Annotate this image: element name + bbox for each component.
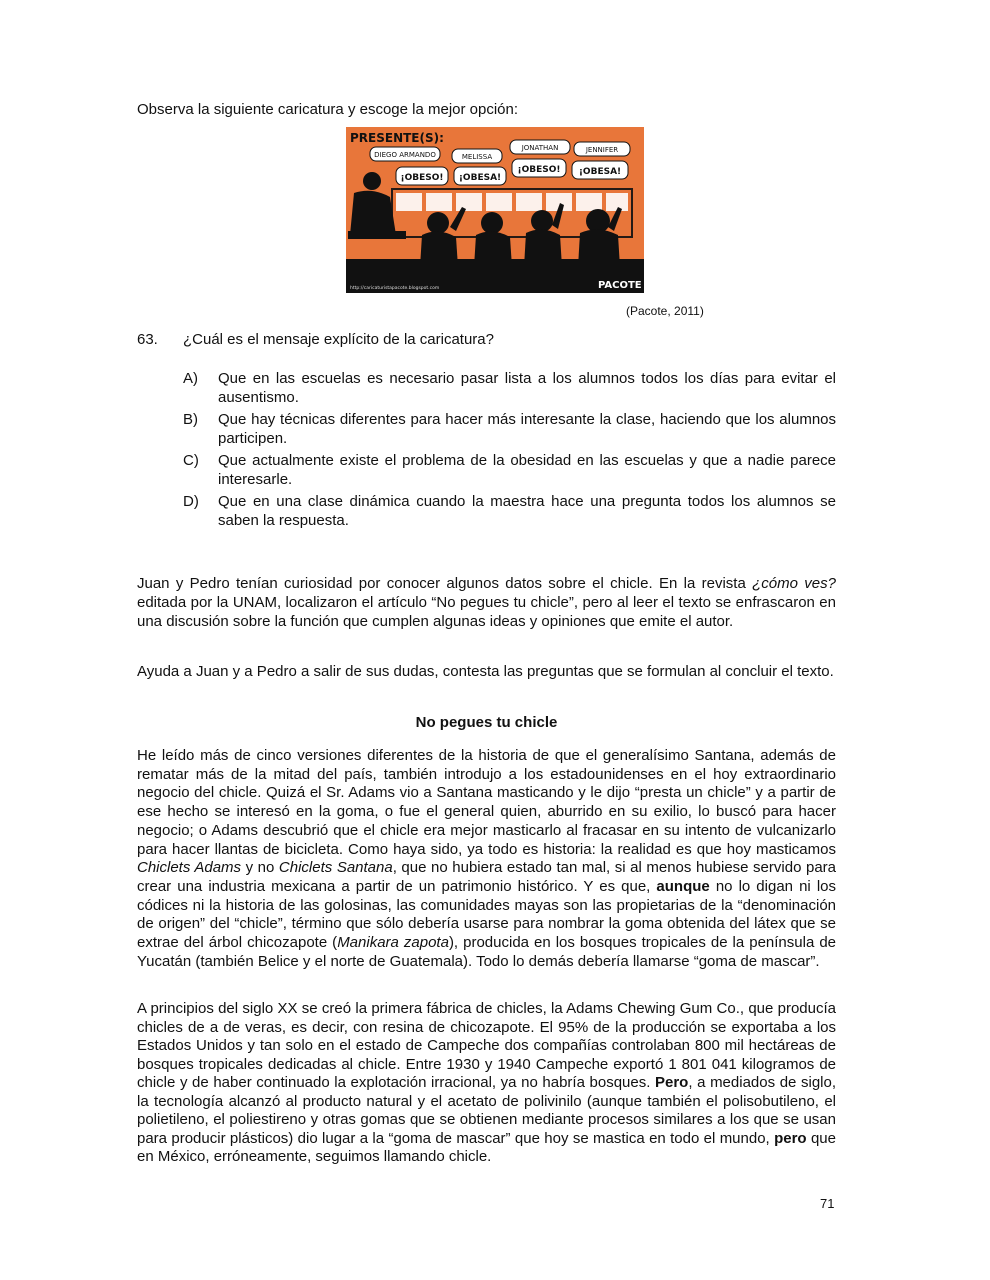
- body2-bold-1: Pero: [655, 1074, 689, 1091]
- cartoon-signature: PACOTE: [598, 280, 642, 291]
- name-3: JONATHAN: [521, 144, 559, 152]
- cartoon-url: http://caricaturistapacote.blogspot.com: [350, 286, 440, 291]
- body2-text-2: , a mediados de siglo, la tecnología alcanzó al producto natural y el acetato de polivinilo (aunque también el polisobutileno, el polietileno, el poliestireno y otras gomas que se obtienen mediante procesos similares a los que se usan para producir plásticos) dio lugar a la “goma de mascar” que hoy se mastica en todo el mundo,: [137, 1074, 837, 1147]
- body1-text-4: no lo digan ni los códices ni la historia de las golosinas, las comunidades mayas son las propietarias de la “denominación de origen” del “chicle”, término que sólo debería usarse para nombrar la goma obtenida del látex que se extrae del árbol chicozapote (: [137, 877, 836, 952]
- name-bubble-3: [510, 140, 570, 154]
- option-letter: A): [183, 370, 198, 387]
- reply-bubble-3: [512, 159, 566, 177]
- option-letter: C): [183, 452, 199, 469]
- option-text: Que hay técnicas diferentes para hacer más interesante la clase, haciendo que los alumnos participen.: [218, 411, 836, 447]
- body2-text-1: A principios del siglo XX se creó la primera fábrica de chicles, la Adams Chewing Gum Co., que producía chicles de a de veras, es decir, con resina de chicozapote. El 95% de la producción se exportaba a los Estados Unidos y tan solo en el estado de Campeche dos compañías controlaban 800 mil hectáreas de bosques tropicales dedicadas al chicle. Entre 1930 y 1940 Campeche exportó 1 801 041 kilogramos de chicle y de haber continuado la explotación irracional, ya no habría bosques.: [137, 1000, 836, 1091]
- image-credit: (Pacote, 2011): [626, 304, 704, 318]
- reply-bubble-4: [572, 161, 628, 179]
- option-letter: D): [183, 493, 199, 510]
- article-paragraph-2: [137, 1000, 836, 1167]
- page-number: 71: [820, 1196, 835, 1211]
- question-number: 63.: [137, 331, 158, 348]
- reply-bubble-1: [396, 167, 448, 185]
- option-d[interactable]: [183, 493, 836, 530]
- article-paragraph-1: [137, 747, 836, 971]
- cartoon-image: [346, 127, 644, 293]
- body1-text-1: He leído más de cinco versiones diferentes de la historia de que el generalísimo Santana, además de rematar más de la mitad del país, también introdujo a los estadounidenses en el hoy extraordinario negocio del chicle. Quizá el Sr. Adams vio a Santana masticando y le dijo “presta un chicle” y a partir de ese hecho se interesó en la goma, o fue el general quien, aburrido en su exilio, lo buscó para hacer negocio; o Adams descubrió que el chicle era mejor masticarlo al fracasar en su intento de vulcanizarlo para hacer llantas de bicicleta. Como haya sido, ya todo es historia: la realidad es que hoy masticamos: [137, 747, 836, 858]
- option-text: Que en las escuelas es necesario pasar lista a los alumnos todos los días para evitar el ausentismo.: [218, 370, 836, 406]
- option-a[interactable]: [183, 370, 836, 407]
- option-c[interactable]: [183, 452, 836, 489]
- name-bubble-4: [574, 142, 630, 156]
- body2-text-3: que en México, erróneamente, seguimos llamando chicle.: [137, 1129, 836, 1165]
- magazine-name: ¿cómo ves?: [752, 575, 836, 592]
- name-bubble-2: [452, 149, 502, 163]
- body2-bold-2: pero: [774, 1129, 807, 1147]
- option-text: Que en una clase dinámica cuando la maestra hace una pregunta todos los alumnos se saben la respuesta.: [218, 493, 836, 529]
- cartoon-header: PRESENTE(S):: [350, 131, 444, 145]
- reply-2: ¡OBESA!: [458, 173, 502, 183]
- reply-4: ¡OBESA!: [578, 167, 622, 177]
- intro-paragraph: [137, 574, 836, 631]
- instruction-text: Observa la siguiente caricatura y escoge la mejor opción:: [137, 101, 519, 118]
- body1-italic-2: Chiclets Santana: [278, 859, 393, 877]
- name-1: DIEGO ARMANDO: [374, 151, 436, 159]
- article-title: No pegues tu chicle: [415, 714, 558, 731]
- reply-1: ¡OBESO!: [400, 173, 444, 183]
- intro-text-1: Juan y Pedro tenían curiosidad por conocer algunos datos sobre el chicle. En la revista: [137, 575, 753, 592]
- body1-text-5: ), producida en los bosques tropicales de la península de Yucatán (también Belice y el norte de Guatemala). Todo lo demás debería llamarse “goma de mascar”.: [137, 934, 836, 970]
- question-text: ¿Cuál es el mensaje explícito de la caricatura?: [183, 331, 494, 348]
- option-letter: B): [183, 411, 198, 428]
- name-4: JENNIFER: [585, 146, 619, 154]
- option-b[interactable]: [183, 411, 836, 448]
- body1-text-2: y no: [241, 859, 279, 877]
- intro-text-2: editada por la UNAM, localizaron el artículo “No pegues tu chicle”, pero al leer el texto se enfrascaron en una discusión sobre la función que cumplen algunas ideas y opiniones que emite el autor.: [137, 594, 836, 630]
- answer-options: [183, 370, 836, 534]
- option-text: Que actualmente existe el problema de la obesidad en las escuelas y que a nadie parece interesarle.: [218, 452, 836, 488]
- help-paragraph: Ayuda a Juan y a Pedro a salir de sus dudas, contesta las preguntas que se formulan al concluir el texto.: [137, 663, 834, 680]
- body1-italic-3: Manikara zapota: [337, 934, 449, 952]
- name-bubble-1: [370, 147, 440, 161]
- body1-text-3: , que no hubiera estado tan mal, si al menos hubiese servido para crear una industria mexicana a partir de un patrimonio histórico. Y es que,: [137, 859, 836, 895]
- name-2: MELISSA: [461, 153, 493, 161]
- reply-3: ¡OBESO!: [517, 165, 561, 175]
- reply-bubble-2: [454, 167, 506, 185]
- body1-bold-1: aunque: [656, 877, 710, 895]
- body1-italic-1: Chiclets Adams: [137, 859, 242, 877]
